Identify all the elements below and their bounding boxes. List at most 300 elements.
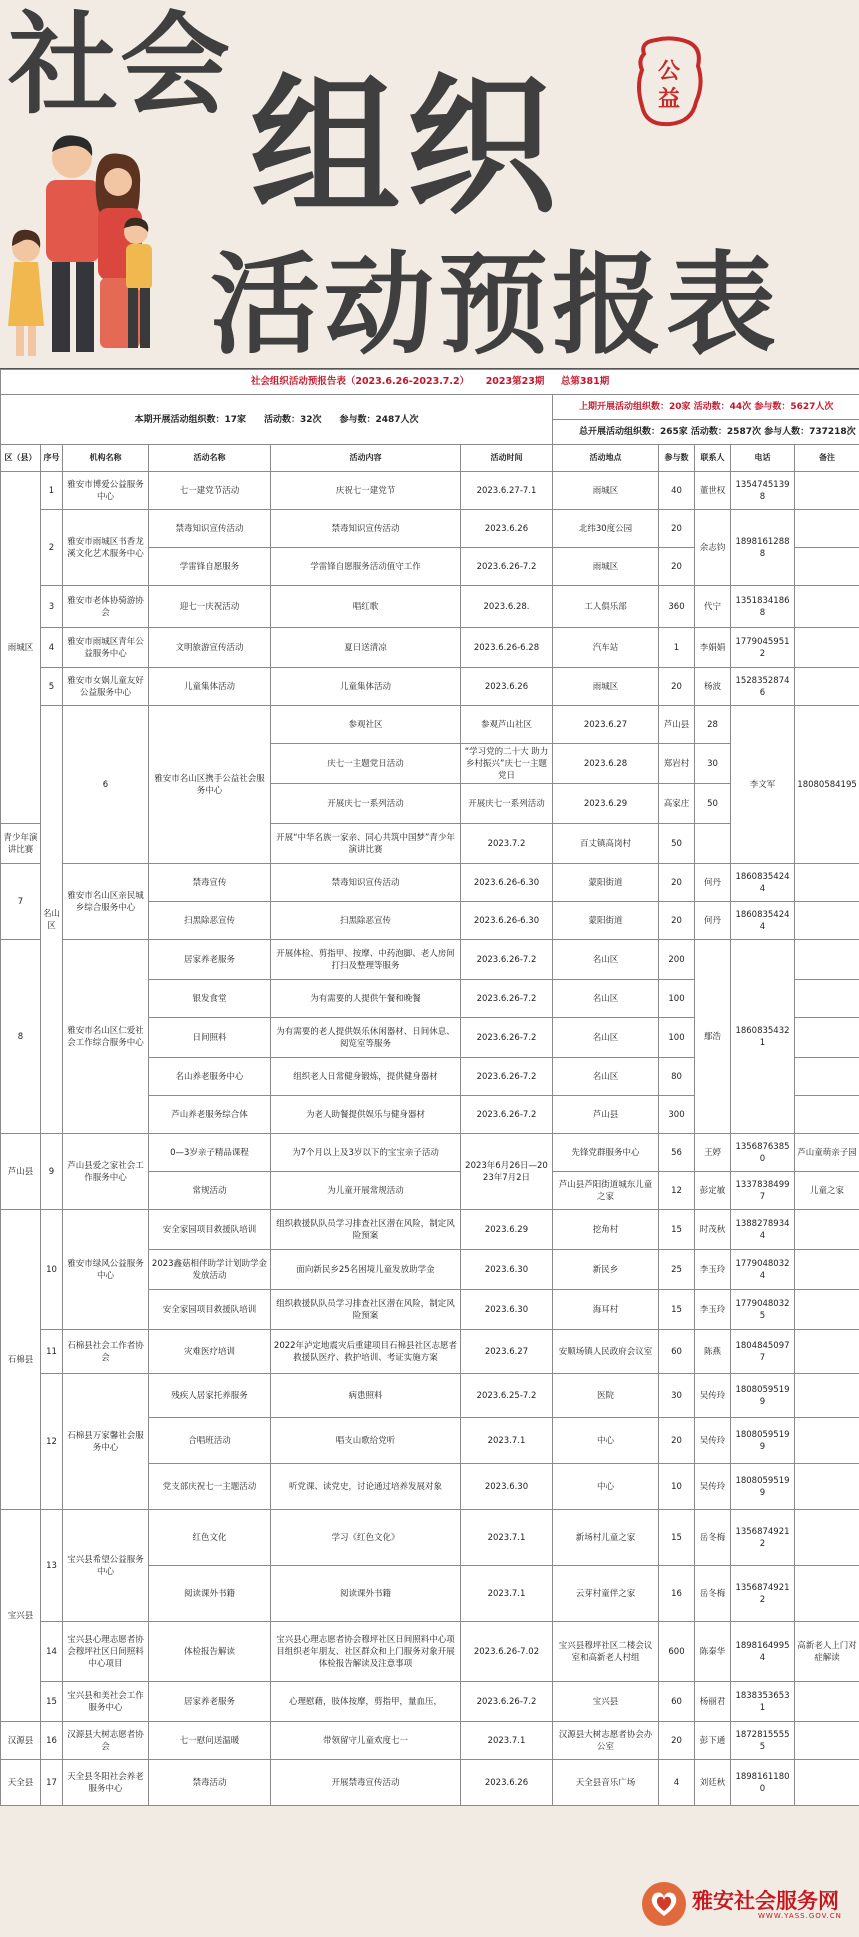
activity-place-cell: 雨城区 (553, 668, 659, 706)
phone-cell: 18080595199 (731, 1418, 795, 1464)
participant-count-cell: 200 (659, 940, 695, 980)
table-row (1, 628, 859, 668)
activity-content-cell: 组织救援队队员学习排查社区潜在风险，制定风险预案 (271, 1210, 461, 1250)
contact-person-cell: 李文军 (731, 706, 795, 864)
activity-content-cell: 扫黑除恶宣传 (271, 902, 461, 940)
activity-place-cell: 宝兴县 (553, 1682, 659, 1722)
remark-cell (795, 1682, 859, 1722)
activity-content-cell: 组织老人日常健身锻炼，提供健身器材 (271, 1058, 461, 1096)
participant-count-cell: 56 (659, 1134, 695, 1172)
activity-name-cell: 七一建党节活动 (149, 472, 271, 510)
contact-person-cell: 王婷 (695, 1134, 731, 1172)
table-row (1, 668, 859, 706)
remark-cell (795, 586, 859, 628)
activity-name-cell: 文明旅游宣传活动 (149, 628, 271, 668)
activity-name-cell: 安全家园项目救援队培训 (149, 1210, 271, 1250)
activity-place-cell: 挖角村 (553, 1210, 659, 1250)
activity-place-cell: 北纬30度公园 (553, 510, 659, 548)
activity-place-cell: 安顺场镇人民政府会议室 (553, 1330, 659, 1374)
activity-name-cell: 2023鑫菇相伴助学计划助学金发放活动 (149, 1250, 271, 1290)
activity-time-cell: 2023.6.26-6.30 (461, 864, 553, 902)
column-header: 电话 (731, 445, 795, 472)
contact-person-cell: 吴传玲 (695, 1374, 731, 1418)
row-number-cell: 14 (41, 1622, 63, 1682)
activity-time-cell: 2023.6.26-7.2 (461, 1058, 553, 1096)
organization-cell: 雅安市雨城区书香龙溪文化艺术服务中心 (63, 510, 149, 586)
district-cell: 石棉县 (1, 1210, 41, 1510)
table-row (1, 472, 859, 510)
phone-cell: 17790480325 (731, 1290, 795, 1330)
organization-cell: 汉源县大树志愿者协会 (63, 1722, 149, 1760)
activity-name-cell: 合唱班活动 (149, 1418, 271, 1464)
participant-count-cell: 100 (659, 1018, 695, 1058)
activity-name-cell: 体检报告解读 (149, 1622, 271, 1682)
activity-place-cell: 芦山县芦阳街道城东儿童之家 (553, 1172, 659, 1210)
participant-count-cell: 20 (659, 668, 695, 706)
activity-place-cell: 蒙阳街道 (553, 902, 659, 940)
column-header: 活动名称 (149, 445, 271, 472)
remark-cell: 芦山童萌亲子园 (795, 1134, 859, 1172)
contact-person-cell: 陈秦华 (695, 1622, 731, 1682)
phone-cell: 13568749212 (731, 1510, 795, 1566)
contact-person-cell: 岳冬梅 (695, 1510, 731, 1566)
activity-name-cell: 青少年演讲比赛 (1, 824, 41, 864)
phone-cell: 18728155555 (731, 1722, 795, 1760)
participant-count-cell: 25 (659, 1250, 695, 1290)
activity-time-cell: 2023.6.27-7.1 (461, 472, 553, 510)
contact-person-cell: 李玉玲 (695, 1290, 731, 1330)
activity-table (0, 369, 859, 1806)
row-number-cell: 12 (41, 1374, 63, 1510)
column-header: 序号 (41, 445, 63, 472)
activity-time-cell: 2023.6.28 (553, 744, 659, 784)
activity-content-cell: 为老人助餐提供娱乐与健身器材 (271, 1096, 461, 1134)
activity-place-cell: 先锋党群服务中心 (553, 1134, 659, 1172)
phone-cell: 18608354244 (731, 902, 795, 940)
participant-count-cell: 15 (659, 1290, 695, 1330)
activity-content-cell: 夏日送清凉 (271, 628, 461, 668)
table-row (1, 864, 859, 902)
table-row (1, 586, 859, 628)
table-row (1, 1510, 859, 1566)
participant-count-cell: 15 (659, 1210, 695, 1250)
activity-name-cell: 迎七一庆祝活动 (149, 586, 271, 628)
participant-count-cell: 20 (659, 864, 695, 902)
activity-place-cell: 天全县音乐广场 (553, 1760, 659, 1806)
participant-count-cell: 60 (659, 1682, 695, 1722)
activity-content-cell: 带领留守儿童欢度七一 (271, 1722, 461, 1760)
column-header: 活动内容 (271, 445, 461, 472)
participant-count-cell: 100 (659, 980, 695, 1018)
activity-time-cell: 2023.6.30 (461, 1290, 553, 1330)
activity-name-cell: 居家养老服务 (149, 940, 271, 980)
table-row (1, 940, 859, 980)
remark-cell (795, 1374, 859, 1418)
activity-name-cell: 学雷锋自愿服务 (149, 548, 271, 586)
activity-time-cell: 2023.6.26-7.2 (461, 1018, 553, 1058)
remark-cell (795, 1464, 859, 1510)
poster-header (0, 0, 859, 369)
remark-cell (795, 1018, 859, 1058)
contact-person-cell: 何丹 (695, 902, 731, 940)
activity-time-cell: 2023.6.30 (461, 1464, 553, 1510)
phone-cell: 13882789344 (731, 1210, 795, 1250)
contact-person-cell: 余志钧 (695, 510, 731, 586)
remark-cell (795, 548, 859, 586)
heart-hands-logo-icon (640, 1880, 688, 1928)
activity-content-cell: 唱支山歌给党听 (271, 1418, 461, 1464)
organization-cell: 石棉县社会工作者协会 (63, 1330, 149, 1374)
activity-name-cell: 常规活动 (149, 1172, 271, 1210)
this-period-stats: 本期开展活动组织数：17家 活动数：32次 参与数：2487人次 (1, 395, 553, 445)
activity-time-cell: 2023.7.1 (461, 1510, 553, 1566)
activity-name-cell: 阅读课外书籍 (149, 1566, 271, 1622)
activity-place-cell: 宝兴县穆坪社区二楼会议室和高新老人村组 (553, 1622, 659, 1682)
contact-person-cell: 岳冬梅 (695, 1566, 731, 1622)
row-number-cell: 7 (1, 864, 41, 940)
contact-person-cell: 代宁 (695, 586, 731, 628)
site-logo (640, 1880, 855, 1930)
participant-count-cell: 20 (659, 510, 695, 548)
poster-title-line2: 组织 (250, 59, 563, 235)
district-cell: 宝兴县 (1, 1510, 41, 1722)
organization-cell: 石棉县万家馨社会服务中心 (63, 1374, 149, 1510)
phone-cell: 15283528746 (731, 668, 795, 706)
participant-count-cell: 30 (659, 1374, 695, 1418)
activity-name-cell: 开展庆七一系列活动 (271, 784, 461, 824)
participant-count-cell: 20 (659, 902, 695, 940)
activity-name-cell: 禁毒宣传 (149, 864, 271, 902)
remark-cell (795, 472, 859, 510)
participant-count-cell: 600 (659, 1622, 695, 1682)
participant-count-cell: 10 (659, 1464, 695, 1510)
table-row (1, 1622, 859, 1682)
participant-count-cell: 12 (659, 1172, 695, 1210)
organization-cell: 雅安市博爱公益服务中心 (63, 472, 149, 510)
row-number-cell: 2 (41, 510, 63, 586)
contact-person-cell: 何丹 (695, 864, 731, 902)
organization-cell: 雅安市老体协骑游协会 (63, 586, 149, 628)
row-number-cell: 10 (41, 1210, 63, 1330)
activity-time-cell: 2023.6.26 (461, 510, 553, 548)
remark-cell (795, 940, 859, 980)
activity-time-cell: 2023.6.26 (461, 1760, 553, 1806)
district-cell: 汉源县 (1, 1722, 41, 1760)
activity-place-cell: 名山区 (553, 1058, 659, 1096)
phone-cell: 18080595199 (731, 1374, 795, 1418)
contact-person-cell: 吴传玲 (695, 1464, 731, 1510)
activity-content-cell: 为7个月以上及3岁以下的宝宝亲子活动 (271, 1134, 461, 1172)
activity-place-cell: 中心 (553, 1418, 659, 1464)
activity-name-cell: 参观社区 (271, 706, 461, 744)
remark-cell (795, 980, 859, 1018)
row-number-cell: 4 (41, 628, 63, 668)
remark-cell (795, 864, 859, 902)
activity-name-cell: 芦山养老服务综合体 (149, 1096, 271, 1134)
contact-person-cell: 李玉玲 (695, 1250, 731, 1290)
activity-name-cell: 禁毒活动 (149, 1760, 271, 1806)
row-number-cell: 9 (41, 1134, 63, 1210)
logo-text: 雅安社会服务网 (692, 1889, 839, 1913)
activity-name-cell: 名山养老服务中心 (149, 1058, 271, 1096)
activity-content-cell: 儿童集体活动 (271, 668, 461, 706)
activity-place-cell: 芦山县 (659, 706, 695, 744)
column-header: 活动时间 (461, 445, 553, 472)
activity-name-cell: 日间照料 (149, 1018, 271, 1058)
participant-count-cell: 300 (659, 1096, 695, 1134)
phone-cell: 17790459512 (731, 628, 795, 668)
activity-name-cell: 红色文化 (149, 1510, 271, 1566)
activity-name-cell: 灾难医疗培训 (149, 1330, 271, 1374)
contact-person-cell: 杨波 (695, 668, 731, 706)
organization-cell: 雅安市雨城区青年公益服务中心 (63, 628, 149, 668)
participant-count-cell: 50 (659, 824, 695, 864)
activity-time-cell: 2023.6.29 (553, 784, 659, 824)
table-row (1, 1760, 859, 1806)
activity-time-cell: 2023.6.26-7.02 (461, 1622, 553, 1682)
table-title (1, 370, 859, 395)
activity-content-cell: 为儿童开展常规活动 (271, 1172, 461, 1210)
table-row (1, 1210, 859, 1250)
column-header-row (1, 445, 859, 472)
column-header: 参与数 (659, 445, 695, 472)
activity-name-cell: 扫黑除恶宣传 (149, 902, 271, 940)
activity-content-cell: 宝兴县心理志愿者协会穆坪社区日间照料中心项目组织老年朋友、社区群众和上门服务对象开展体检报告解读及注意事项 (271, 1622, 461, 1682)
activity-name-cell: 安全家园项目救援队培训 (149, 1290, 271, 1330)
participant-count-cell: 15 (659, 1510, 695, 1566)
activity-time-cell: 2023.6.26-7.2 (461, 940, 553, 980)
phone-cell: 13547451398 (731, 472, 795, 510)
activity-place-cell: 名山区 (553, 1018, 659, 1058)
logo-subtext: WWW.YASS.GOV.CN (758, 1912, 842, 1920)
row-number-cell: 16 (41, 1722, 63, 1760)
remark-cell (795, 1418, 859, 1464)
activity-content-cell: 开展庆七一系列活动 (461, 784, 553, 824)
activity-name-cell: 庆七一主题党日活动 (271, 744, 461, 784)
activity-time-cell: 2023.6.26-6.28 (461, 628, 553, 668)
activity-time-cell: 2023.6.26-7.2 (461, 980, 553, 1018)
activity-time-cell: 2023.6.26-7.2 (461, 1096, 553, 1134)
phone-cell: 18080595199 (731, 1464, 795, 1510)
column-header: 备注 (795, 445, 859, 472)
remark-cell (795, 1290, 859, 1330)
activity-time-cell: 2023.6.26-7.2 (461, 1682, 553, 1722)
participant-count-cell: 20 (659, 1722, 695, 1760)
phone-cell: 13518341868 (731, 586, 795, 628)
phone-cell: 18383536531 (731, 1682, 795, 1722)
remark-cell (795, 1510, 859, 1566)
activity-content-cell: 禁毒知识宣传活动 (271, 864, 461, 902)
table-row (1, 1134, 859, 1172)
activity-name-cell: 党支部庆祝七一主题活动 (149, 1464, 271, 1510)
contact-person-cell: 陈燕 (695, 1330, 731, 1374)
activity-content-cell: 学习《红色文化》 (271, 1510, 461, 1566)
activity-place-cell: 名山区 (553, 940, 659, 980)
activity-place-cell: 名山区 (553, 980, 659, 1018)
organization-cell: 天全县冬阳社会养老服务中心 (63, 1760, 149, 1806)
activity-place-cell: 工人俱乐部 (553, 586, 659, 628)
organization-cell: 宝兴县希望公益服务中心 (63, 1510, 149, 1622)
activity-name-cell: 居家养老服务 (149, 1682, 271, 1722)
remark-cell (795, 628, 859, 668)
remark-cell (695, 824, 731, 864)
remark-cell (795, 510, 859, 548)
row-number-cell: 3 (41, 586, 63, 628)
phone-cell: 18981649954 (731, 1622, 795, 1682)
table-row (1, 706, 859, 744)
phone-cell: 13568749212 (731, 1566, 795, 1622)
activity-content-cell: 听党课、读党史，讨论通过培养发展对象 (271, 1464, 461, 1510)
remark-cell (795, 1566, 859, 1622)
activity-content-cell: 面向新民乡25名困境儿童发放助学金 (271, 1250, 461, 1290)
participant-count-cell: 28 (695, 706, 731, 744)
row-number-cell: 6 (63, 706, 149, 864)
activity-content-cell: 开展禁毒宣传活动 (271, 1760, 461, 1806)
activity-place-cell: 雨城区 (553, 548, 659, 586)
activity-content-cell: 为有需要的老人提供娱乐休闲器材、日间休息、阅览室等服务 (271, 1018, 461, 1058)
activity-time-cell: 2023.6.25-7.2 (461, 1374, 553, 1418)
organization-cell: 宝兴县和美社会工作服务中心 (63, 1682, 149, 1722)
activity-name-cell: 残疾人居家托养服务 (149, 1374, 271, 1418)
activity-place-cell: 汉源县大树志愿者协会办公室 (553, 1722, 659, 1760)
activity-content-cell: 开展体检、剪指甲、按摩、中药泡脚、老人房间打扫及整理等服务 (271, 940, 461, 980)
remark-cell (795, 902, 859, 940)
activity-content-cell: 学雷锋自愿服务活动值守工作 (271, 548, 461, 586)
remark-cell (795, 1330, 859, 1374)
activity-place-cell: 汽车站 (553, 628, 659, 668)
svg-text:公: 公 (657, 58, 681, 84)
organization-cell: 雅安市名山区仁爱社会工作综合服务中心 (63, 940, 149, 1134)
activity-time-cell: 2023.7.1 (461, 1722, 553, 1760)
district-cell: 雨城区 (1, 472, 41, 824)
activity-place-cell: 海耳村 (553, 1290, 659, 1330)
remark-cell (795, 1210, 859, 1250)
activity-name-cell: 禁毒知识宣传活动 (149, 510, 271, 548)
organization-cell: 芦山县爱之家社会工作服务中心 (63, 1134, 149, 1210)
participant-count-cell: 4 (659, 1760, 695, 1806)
phone-cell: 18981611800 (731, 1760, 795, 1806)
contact-person-cell: 时茂秋 (695, 1210, 731, 1250)
contact-person-cell: 彭定敏 (695, 1172, 731, 1210)
row-number-cell: 11 (41, 1330, 63, 1374)
phone-cell: 18080584195 (795, 706, 859, 864)
gongyi-seal-icon (632, 32, 706, 132)
organization-cell: 宝兴县心理志愿者协会穆坪社区日间照料中心项目 (63, 1622, 149, 1682)
activity-name-cell: 七一慰问送温暖 (149, 1722, 271, 1760)
table-row (1, 1722, 859, 1760)
participant-count-cell: 20 (659, 548, 695, 586)
contact-person-cell: 刘廷秋 (695, 1760, 731, 1806)
activity-content-cell: 禁毒知识宣传活动 (271, 510, 461, 548)
participant-count-cell: 30 (695, 744, 731, 784)
contact-person-cell: 彭下通 (695, 1722, 731, 1760)
district-cell: 天全县 (1, 1760, 41, 1806)
table-row (1, 510, 859, 548)
remark-cell: 高新老人上门对症解读 (795, 1622, 859, 1682)
remark-cell (795, 668, 859, 706)
poster-title-line1: 社会 (8, 0, 232, 129)
participant-count-cell: 20 (659, 1418, 695, 1464)
activity-name-cell: 银发食堂 (149, 980, 271, 1018)
organization-cell: 雅安市名山区亲民城乡综合服务中心 (63, 864, 149, 940)
activity-time-cell: 2023.6.30 (461, 1250, 553, 1290)
activity-place-cell: 雨城区 (553, 472, 659, 510)
row-number-cell: 13 (41, 1510, 63, 1622)
activity-place-cell: 新场村儿童之家 (553, 1510, 659, 1566)
activity-time-cell: 2023.6.28. (461, 586, 553, 628)
participant-count-cell: 60 (659, 1330, 695, 1374)
activity-content-cell: 2022年泸定地震灾后重建项目石棉县社区志愿者救援队医疗、救护培训、考证实施方案 (271, 1330, 461, 1374)
contact-person-cell: 董世权 (695, 472, 731, 510)
participant-count-cell: 50 (695, 784, 731, 824)
activity-content-cell: 唱红歌 (271, 586, 461, 628)
total-issue-number: 总第381期 (560, 376, 610, 387)
phone-cell: 18608354244 (731, 864, 795, 902)
activity-time-cell: 2023.6.26 (461, 668, 553, 706)
participant-count-cell: 80 (659, 1058, 695, 1096)
row-number-cell: 1 (41, 472, 63, 510)
activity-place-cell: 蒙阳街道 (553, 864, 659, 902)
last-period-stats: 上期开展活动组织数：20家 活动数：44次 参与数：5627人次 (553, 395, 859, 420)
activity-content-cell: 阅读课外书籍 (271, 1566, 461, 1622)
activity-time-cell: 2023年6月26日—2023年7月2日 (461, 1134, 553, 1210)
activity-content-cell: “学习党的二十大 助力乡村振兴”庆七一主题党日 (461, 744, 553, 784)
organization-cell: 雅安市名山区携手公益社会服务中心 (149, 706, 271, 864)
activity-place-cell: 芦山县 (553, 1096, 659, 1134)
table-row (1, 1374, 859, 1418)
contact-person-cell: 吴传玲 (695, 1418, 731, 1464)
column-header: 联系人 (695, 445, 731, 472)
activity-time-cell: 2023.6.27 (553, 706, 659, 744)
activity-content-cell: 庆祝七一建党节 (271, 472, 461, 510)
activity-content-cell: 组织救援队队员学习排查社区潜在风险，制定风险预案 (271, 1290, 461, 1330)
district-cell: 名山区 (41, 706, 63, 1134)
participant-count-cell: 16 (659, 1566, 695, 1622)
activity-place-cell: 高家庄 (659, 784, 695, 824)
activity-time-cell: 2023.7.1 (461, 1418, 553, 1464)
remark-cell: 儿童之家 (795, 1172, 859, 1210)
family-illustration-icon (0, 128, 180, 368)
remark-cell (795, 1250, 859, 1290)
phone-cell: 18981612888 (731, 510, 795, 586)
row-number-cell: 8 (1, 940, 41, 1134)
column-header: 区（县） (1, 445, 41, 472)
activity-place-cell: 中心 (553, 1464, 659, 1510)
organization-cell: 雅安市女娲儿童友好公益服务中心 (63, 668, 149, 706)
activity-time-cell: 2023.6.27 (461, 1330, 553, 1374)
phone-cell: 18048450977 (731, 1330, 795, 1374)
phone-cell: 13378384997 (731, 1172, 795, 1210)
issue-number: 2023第23期 (485, 376, 545, 387)
remark-cell (795, 1096, 859, 1134)
table-row (1, 1330, 859, 1374)
activity-forecast-table (0, 368, 859, 1806)
activity-place-cell: 医院 (553, 1374, 659, 1418)
activity-time-cell: 2023.6.26-6.30 (461, 902, 553, 940)
activity-place-cell: 郑岩村 (659, 744, 695, 784)
activity-place-cell: 百丈镇高岗村 (553, 824, 659, 864)
activity-place-cell: 云芽村童伴之家 (553, 1566, 659, 1622)
activity-content-cell: 病患照料 (271, 1374, 461, 1418)
phone-cell: 18608354321 (731, 940, 795, 1134)
row-number-cell: 17 (41, 1760, 63, 1806)
poster-title-line3: 活动预报表 (210, 240, 780, 369)
activity-name-cell: 0—3岁亲子精品课程 (149, 1134, 271, 1172)
activity-content-cell: 开展“中华名族一家亲、同心共筑中国梦”青少年演讲比赛 (271, 824, 461, 864)
contact-person-cell: 杨丽君 (695, 1682, 731, 1722)
column-header: 活动地点 (553, 445, 659, 472)
contact-person-cell: 鄢浩 (695, 940, 731, 1134)
